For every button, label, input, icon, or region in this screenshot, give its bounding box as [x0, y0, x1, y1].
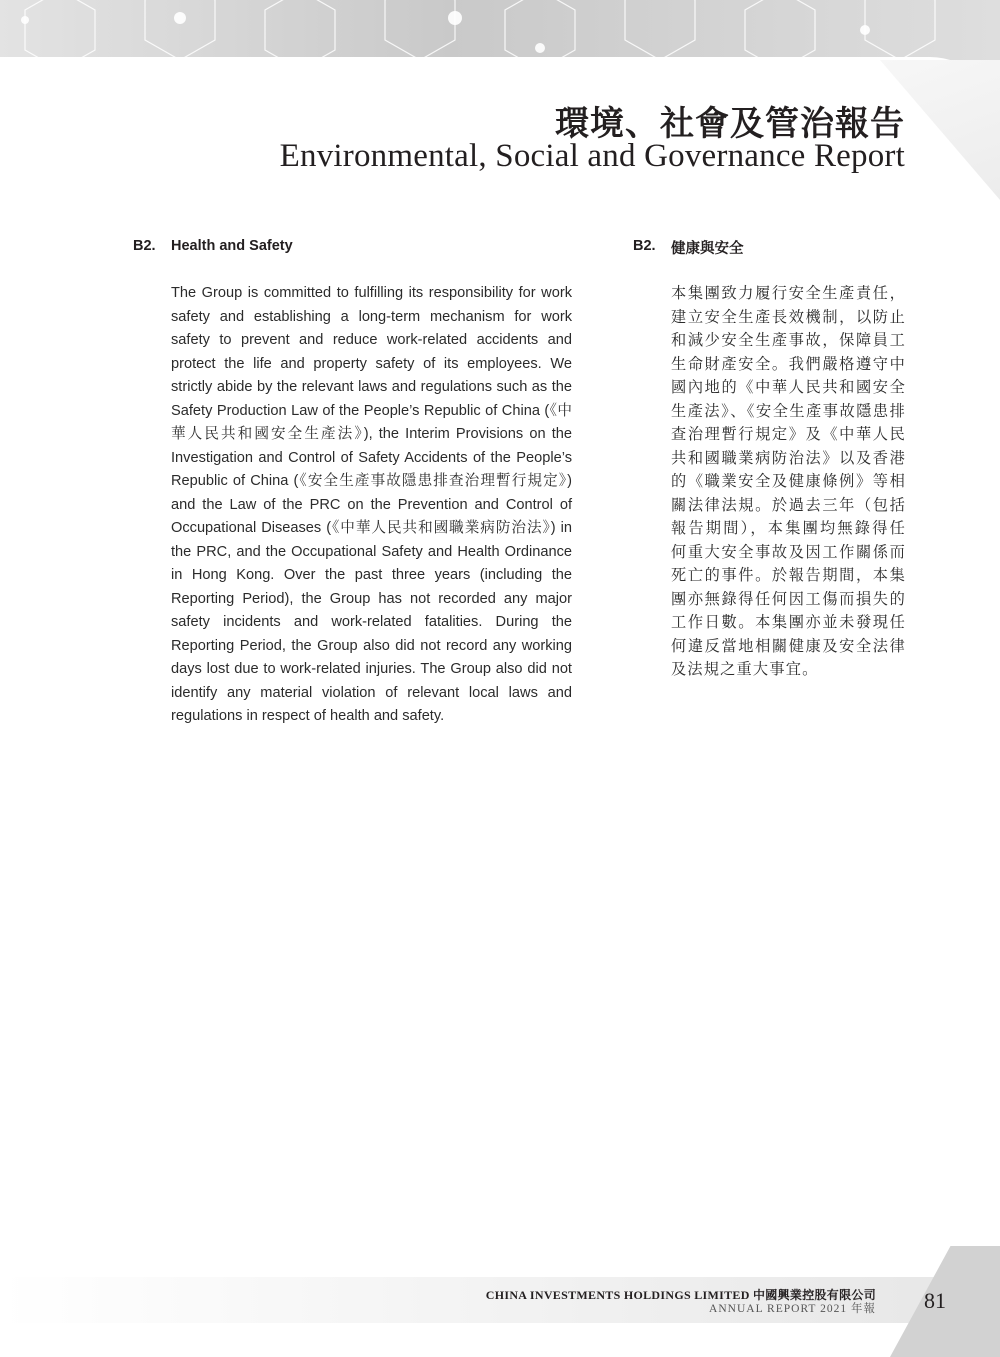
section-number-zh: B2.: [633, 238, 656, 254]
footer-company-name: CHINA INVESTMENTS HOLDINGS LIMITED 中國興業控股有限公司: [485, 1288, 876, 1302]
header-banner: [0, 0, 1000, 60]
section-number-en: B2.: [133, 238, 156, 254]
footer-report-name: ANNUAL REPORT 2021 年報: [709, 1303, 876, 1315]
hexagon-pattern-icon: [0, 0, 1000, 60]
page-title-zh: 環境、社會及管治報告: [555, 104, 905, 144]
section-body-en: The Group is committed to fulfilling its responsibility for work safety and establishing a long-term mechanism for work safety to prevent and reduce work-related accidents and protect the life and property safety of its employees. We strictly abide by the relevant laws and regulations such as the Safety Production Law of the People’s Republic of China (《中華人民共和國安全生產法》), the Interim Provisions on the Investigation and Control of Safety Accidents of the People’s Republic of China (《安全生產事故隱患排查治理暫行規定》) and the Law of the PRC on the Prevention and Control of Occupational Diseases (《中華人民共和國職業病防治法》) in the PRC, and the Occupational Safety and Health Ordinance in Hong Kong. Over the past three years (including the Reporting Period), the Group has not recorded any major safety incidents and work-related fatalities. During the Reporting Period, the Group also did not record any working days lost due to work-related injuries. The Group also did not identify any material violation of relevant local laws and regulations in respect of health and safety.: [171, 285, 572, 724]
section-heading-zh: 健康與安全: [671, 241, 744, 257]
page-number: 81: [924, 1288, 946, 1313]
section-body-zh: 本集團致力履行安全生產責任，建立安全生產長效機制，以防止和減少安全生產事故，保障員工生命財產安全。我們嚴格遵守中國內地的《中華人民共和國安全生產法》、《安全生產事故隱患排查治理暫行規定》及《中華人民共和國職業病防治法》以及香港的《職業安全及健康條例》等相關法律法規。於過去三年（包括報告期間），本集團均無錄得任何重大安全事故及因工作關係而死亡的事件。於報告期間，本集團亦無錄得任何因工傷而損失的工作日數。本集團亦並未發現任何違反當地相關健康及安全法律及法規之重大事宜。: [671, 284, 906, 678]
section-heading-en: Health and Safety: [171, 238, 293, 254]
page-title-en: Environmental, Social and Governance Report: [279, 138, 905, 174]
